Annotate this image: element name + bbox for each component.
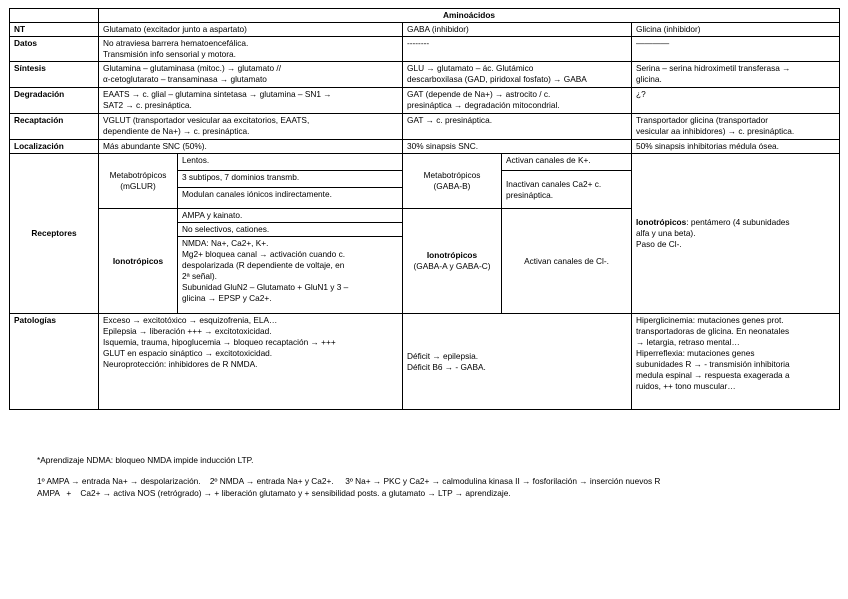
recaptacion-glicina [632, 114, 840, 140]
text-line [636, 217, 835, 228]
gaba-metabo-item [502, 171, 632, 209]
text-line: GLUT en espacio sináptico → excitotoxicidad. [103, 348, 273, 358]
table-title: Aminoácidos [99, 9, 840, 23]
text-line: (GABA-B) [433, 181, 471, 191]
text-line: Hiperreflexia: mutaciones genes [636, 348, 755, 358]
text-line: dependiente de Na+) → c. presináptica. [103, 126, 250, 136]
patologias-glutamato [99, 314, 403, 410]
text-line: (GABA-A y GABA-C) [413, 261, 491, 271]
row-label-sintesis: Síntesis [10, 62, 99, 88]
row-label-degradacion: Degradación [10, 88, 99, 114]
text-line: transportadoras de glicina. En neonatales [636, 326, 790, 336]
glu-metabo-item: Modulan canales iónicos indirectamente. [178, 188, 403, 209]
text-line: glicina → EPSP y Ca2+. [182, 293, 272, 303]
text-line: Paso de Cl-. [636, 239, 682, 249]
text-line: descarboxilasa (GAD, piridoxal fosfato) → GABA [407, 74, 587, 84]
recaptacion-gaba: GAT → c. presináptica. [403, 114, 632, 140]
localizacion-glicina: 50% sinapsis inhibitorias médula ósea. [632, 140, 840, 154]
corner-cell [10, 9, 99, 23]
gaba-metabotropicos-label [403, 154, 502, 209]
text-line: Transportador glicina (transportador [636, 115, 769, 125]
text-line: vesicular aa inhibidores) → c. presináptica. [636, 126, 795, 136]
sintesis-glicina [632, 62, 840, 88]
sintesis-gaba [403, 62, 632, 88]
row-label-patologias: Patologías [10, 314, 99, 410]
text-line: (mGLUR) [120, 181, 156, 191]
text-line: NMDA: Na+, Ca2+, K+. [182, 238, 269, 248]
localizacion-glutamato: Más abundante SNC (50%). [99, 140, 403, 154]
text-line: Ionotrópicos [426, 250, 478, 260]
header-gaba: GABA (inhibidor) [403, 23, 632, 37]
text-line: Neuroprotección: inhibidores de R NMDA. [103, 359, 258, 369]
datos-glutamato [99, 37, 403, 62]
patologias-gaba [403, 314, 632, 410]
glu-ionotropicos-label: Ionotrópicos [99, 209, 178, 314]
datos-gaba: -------- [403, 37, 632, 62]
text-line: glicina. [636, 74, 662, 84]
text-line: Glutamina – glutaminasa (mitoc.) → glutamato // [103, 63, 281, 73]
text-line: SAT2 → c. presináptica. [103, 100, 192, 110]
text-line: GLU → glutamato – ác. Glutámico [407, 63, 534, 73]
text-line: Metabotrópicos [109, 170, 167, 180]
patologias-glicina [632, 314, 840, 410]
text-line: Isquemia, trauma, hipoglucemia → bloqueo recaptación → +++ [103, 337, 336, 347]
header-glicina: Glicina (inhibidor) [632, 23, 840, 37]
footnote-ltp-sequence [37, 475, 827, 499]
text-line: Déficit B6 → - GABA. [407, 361, 486, 372]
header-glutamato: Glutamato (excitador junto a aspartato) [99, 23, 403, 37]
text-line: Subunidad GluN2 – Glutamato + GluN1 y 3 – [182, 282, 349, 292]
glu-iono-item: AMPA y kainato. [178, 209, 403, 223]
text-line: GAT (depende de Na+) → astrocito / c. [407, 89, 551, 99]
text-line: alfa y una beta). [636, 228, 696, 238]
text-line: VGLUT (transportador vesicular aa excitatorios, EAATS, [103, 115, 310, 125]
gaba-iono-desc: Activan canales de Cl-. [502, 209, 632, 314]
text-line: AMPA + Ca2+ → activa NOS (retrógrado) → + liberación glutamato y + sensibilidad posts. a glutamato → LTP → aprendizaje. [37, 488, 511, 498]
row-label-datos: Datos [10, 37, 99, 62]
text-line: EAATS → c. glial – glutamina sintetasa → glutamina – SN1 → [103, 89, 332, 99]
text-line: α-cetoglutarato – transaminasa → glutamato [103, 74, 267, 84]
text-line: Déficit → epilepsia. [407, 350, 479, 361]
text-line: Serina – serina hidroximetil transferasa → [636, 63, 791, 73]
glicina-ionotropicos-strong: Ionotrópicos [636, 217, 687, 227]
glu-metabo-item: Lentos. [178, 154, 403, 171]
row-label-localizacion: Localización [10, 140, 99, 154]
text-line: presináptica. [506, 189, 554, 200]
aminoacidos-table [9, 8, 840, 410]
text-line: → letargia, retraso mental… [636, 337, 740, 347]
text-line: Epilepsia → liberación +++ → excitotoxicidad. [103, 326, 272, 336]
text-line: 2ª señal). [182, 271, 217, 281]
footnote-aprendizaje: *Aprendizaje NDMA: bloqueo NMDA impide inducción LTP. [37, 455, 254, 465]
text-line: Transmisión info sensorial y motora. [103, 49, 236, 59]
row-label-recaptacion: Recaptación [10, 114, 99, 140]
degradacion-glutamato [99, 88, 403, 114]
datos-glicina: ———— [632, 37, 840, 62]
text-line: Metabotrópicos [423, 170, 481, 180]
gaba-metabo-item: Activan canales de K+. [502, 154, 632, 171]
text-line: medula espinal → respuesta exagerada a [636, 370, 790, 380]
row-label-receptores: Receptores [10, 154, 99, 314]
text-line: presináptica → degradación mitocondrial. [407, 100, 560, 110]
text-fragment: : pentámero (4 subunidades [686, 217, 790, 227]
degradacion-glicina: ¿? [632, 88, 840, 114]
text-line: No atraviesa barrera hematoencefálica. [103, 38, 249, 48]
glu-metabotropicos-label [99, 154, 178, 209]
text-line: despolarizada (R dependiente de voltaje, en [182, 260, 345, 270]
text-line: Hiperglicinemia: mutaciones genes prot. [636, 315, 784, 325]
glicina-receptores [632, 154, 840, 314]
glu-iono-item: No selectivos, cationes. [178, 223, 403, 237]
degradacion-gaba [403, 88, 632, 114]
text-line: Inactivan canales Ca2+ c. [506, 178, 602, 189]
recaptacion-glutamato [99, 114, 403, 140]
gaba-ionotropicos-label [403, 209, 502, 314]
localizacion-gaba: 30% sinapsis SNC. [403, 140, 632, 154]
text-line: subunidades R → - transmisión inhibitoria [636, 359, 790, 369]
glu-iono-item [178, 237, 403, 314]
text-line: Mg2+ bloquea canal → activación cuando c. [182, 249, 346, 259]
glu-metabo-item: 3 subtipos, 7 dominios transmb. [178, 171, 403, 188]
header-nt: NT [10, 23, 99, 37]
text-line: 1º AMPA → entrada Na+ → despolarización. 2º NMDA → entrada Na+ y Ca2+. 3º Na+ → PKC y Ca2+ → calmodulina kinasa II → fosforilación → inserción nuevos R [37, 476, 661, 486]
sintesis-glutamato [99, 62, 403, 88]
text-line: Exceso → excitotóxico → esquizofrenia, ELA… [103, 315, 278, 325]
text-line: ruidos, ++ tono muscular… [636, 381, 736, 391]
